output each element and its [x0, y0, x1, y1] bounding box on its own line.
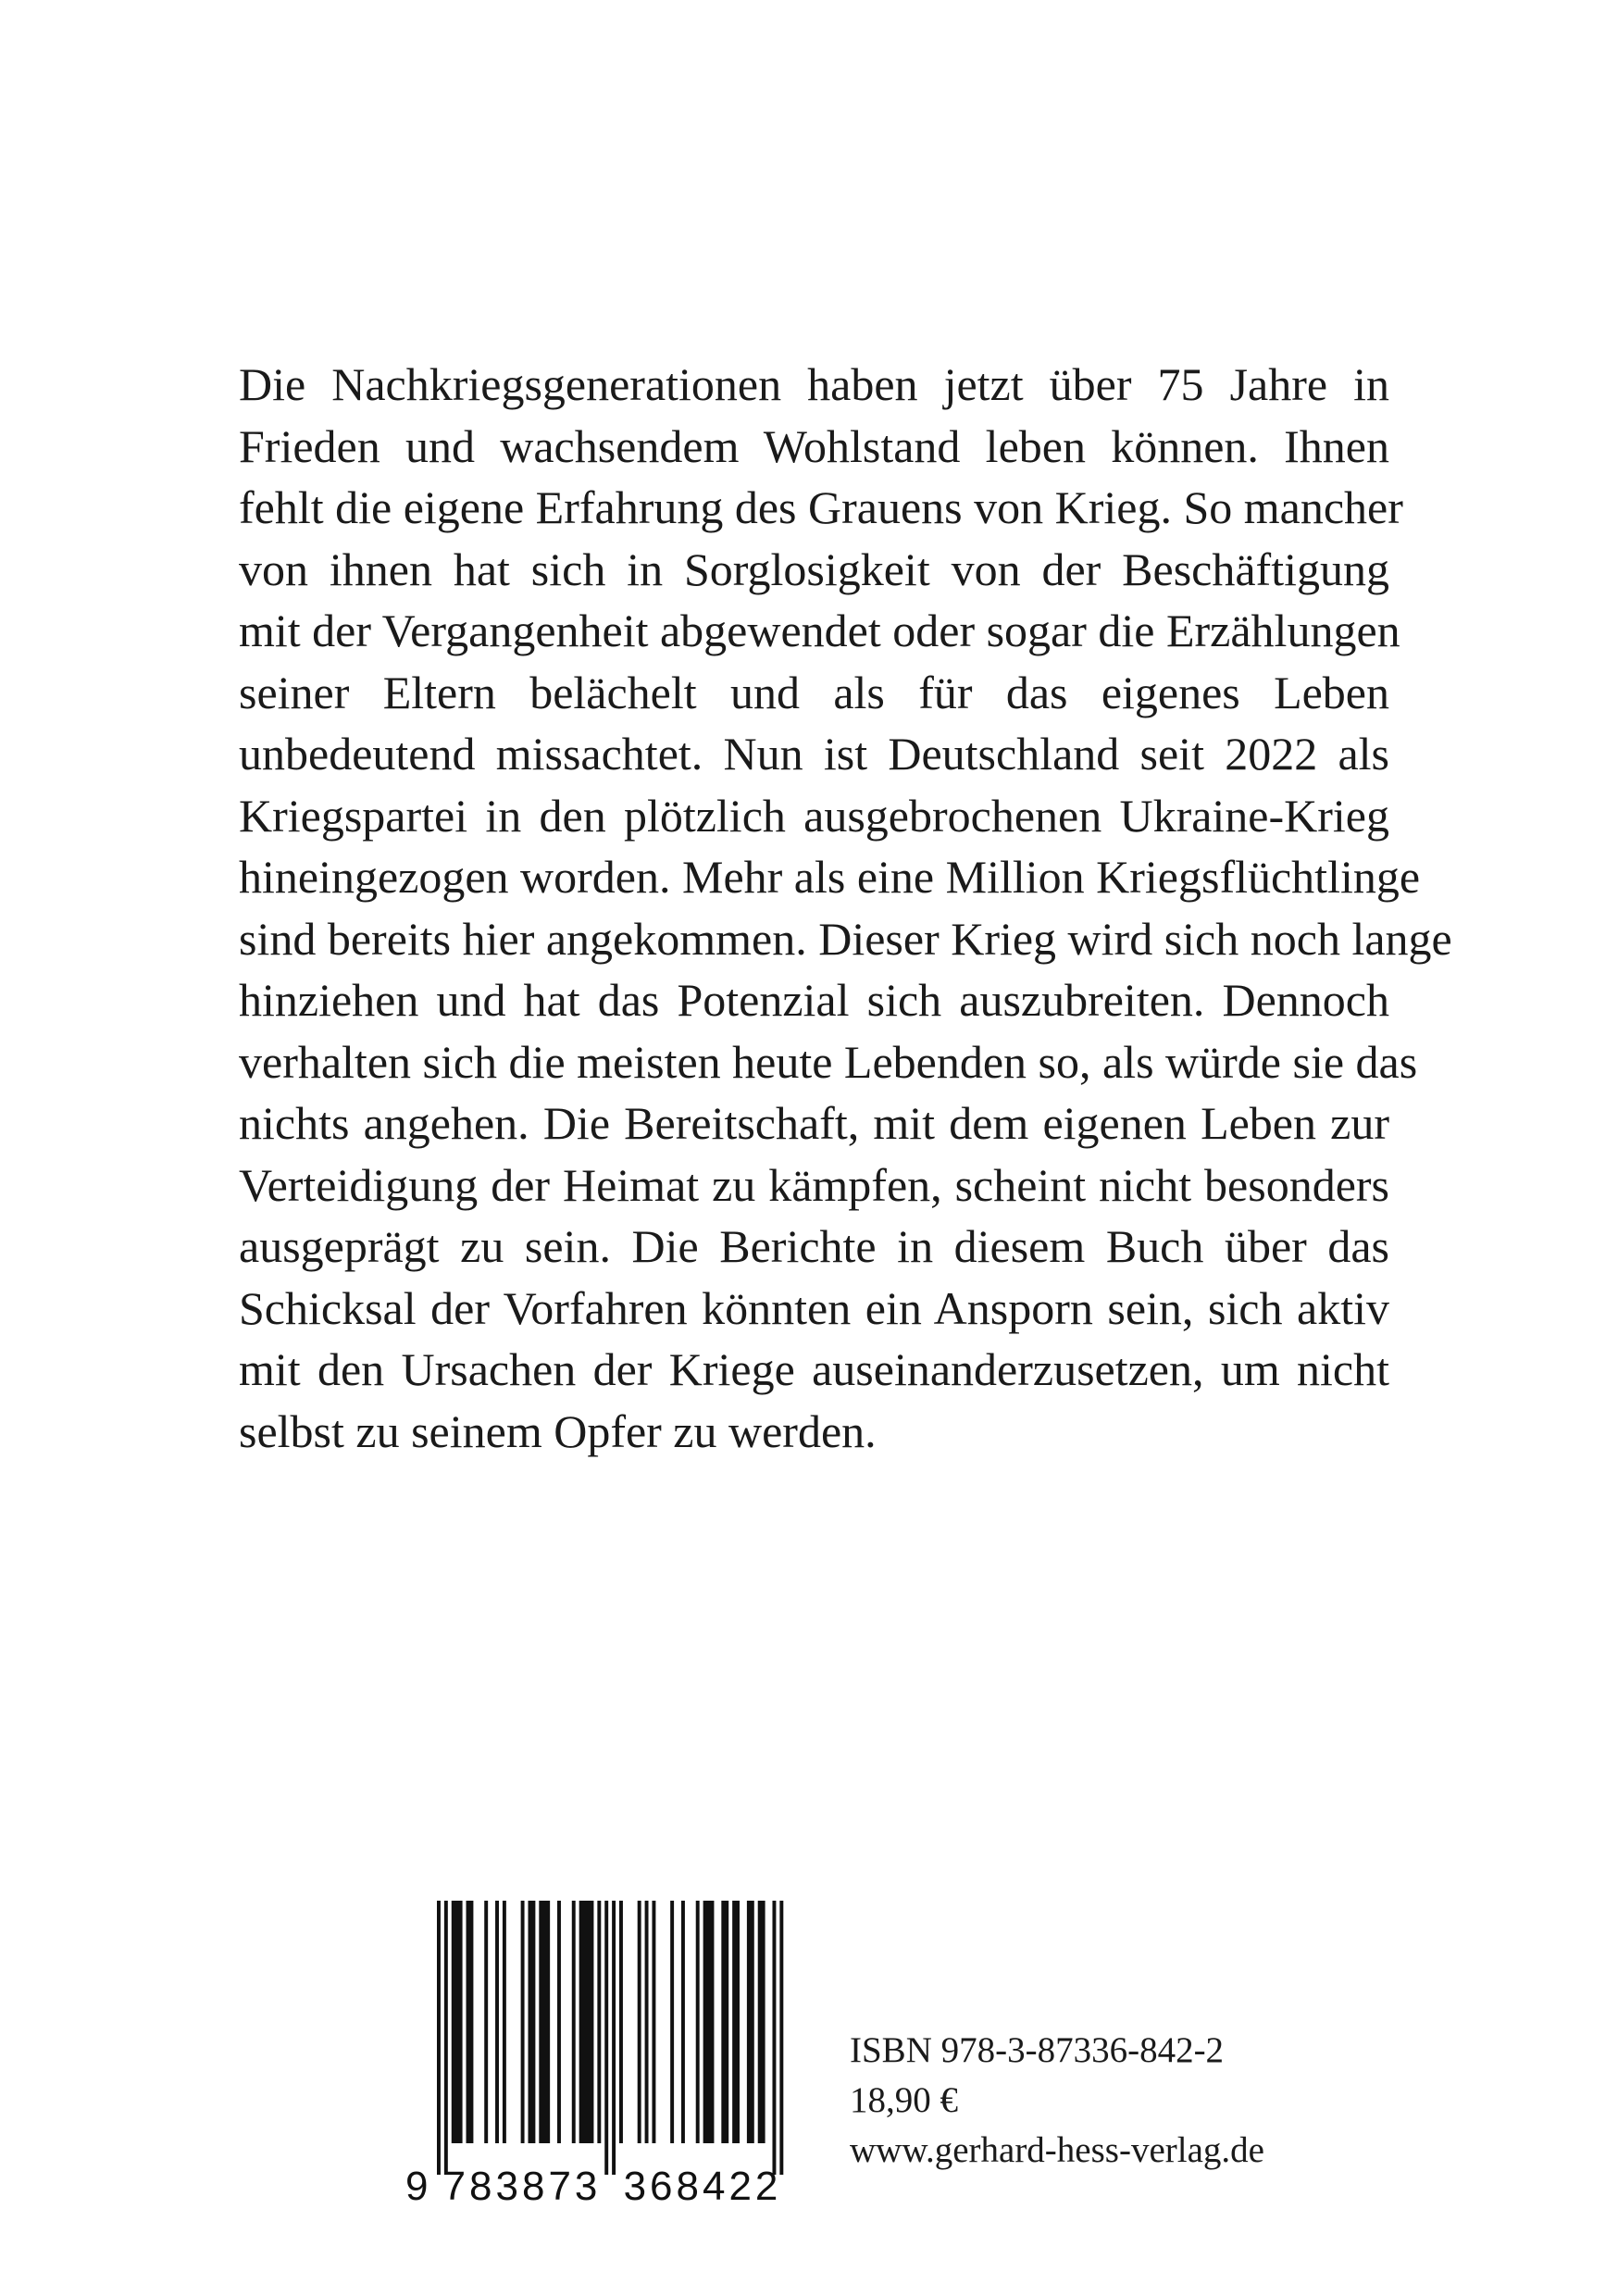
- barcode-bar: [696, 1901, 700, 2143]
- barcode-guard-bar: [604, 1901, 608, 2175]
- blurb-line: seiner Eltern belächelt und als für das eigenes Leben: [239, 666, 1389, 718]
- barcode-bar: [652, 1901, 655, 2143]
- barcode-guard-bar: [779, 1901, 783, 2175]
- barcode-bars: [437, 1901, 783, 2175]
- barcode-guard-bar: [444, 1901, 448, 2175]
- barcode-bar: [572, 1901, 576, 2143]
- blurb-line: Die Nachkriegsgenerationen haben jetzt über 75 Jahre in: [239, 358, 1389, 410]
- blurb-line: unbedeutend missachtet. Nun ist Deutschland seit 2022 als: [239, 728, 1389, 780]
- blurb-line: selbst zu seinem Opfer zu werden.: [239, 1404, 877, 1457]
- barcode-bar: [521, 1901, 525, 2143]
- barcode-bar: [732, 1901, 740, 2143]
- ean13-barcode-icon: [392, 1901, 809, 2206]
- blurb-line: hineingezogen worden. Mehr als eine Million Kriegsflüchtlinge: [239, 851, 1421, 903]
- blurb-line: Frieden und wachsendem Wohlstand leben können. Ihnen: [239, 419, 1389, 472]
- barcode-bar: [758, 1901, 765, 2143]
- barcode-bar: [619, 1901, 623, 2143]
- blurb-line: Kriegspartei in den plötzlich ausgebrochenen Ukraine-Krieg: [239, 789, 1389, 842]
- blurb-line: mit der Vergangenheit abgewendet oder sogar die Erzählungen: [239, 605, 1400, 656]
- blurb-line: ausgeprägt zu sein. Die Berichte in diesem Buch über das: [239, 1220, 1389, 1272]
- barcode-bar: [452, 1901, 463, 2143]
- blurb-line: Schicksal der Vorfahren könnten ein Ansporn sein, sich aktiv: [239, 1281, 1389, 1334]
- barcode-bar: [721, 1901, 728, 2143]
- barcode-bar: [579, 1901, 594, 2143]
- barcode-first-digit: 9: [405, 2164, 429, 2206]
- barcode-bar: [484, 1901, 488, 2143]
- publisher-website: www.gerhard-hess-verlag.de: [850, 2130, 1264, 2170]
- isbn-label: ISBN 978-3-87336-842-2: [850, 2030, 1225, 2070]
- barcode-guard-bar: [437, 1901, 441, 2175]
- blurb-line: von ihnen hat sich in Sorglosigkeit von der Beschäftigung: [239, 543, 1389, 595]
- barcode-guard-bar: [612, 1901, 616, 2175]
- book-info: [850, 2026, 1264, 2176]
- blurb-line: fehlt die eigene Erfahrung des Grauens von Krieg. So mancher: [239, 481, 1403, 533]
- barcode-right-digits: 368422: [623, 2164, 782, 2206]
- barcode-bar: [747, 1901, 754, 2143]
- barcode-bar: [529, 1901, 536, 2143]
- barcode-bar: [495, 1901, 499, 2143]
- barcode-bar: [670, 1901, 674, 2143]
- blurb-line: sind bereits hier angekommen. Dieser Krieg wird sich noch lange: [239, 912, 1452, 965]
- blurb-line: verhalten sich die meisten heute Lebenden so, als würde sie das: [239, 1035, 1418, 1088]
- barcode-bar: [557, 1901, 561, 2143]
- back-cover-blurb: [239, 354, 1452, 1462]
- barcode-left-digits: 783873: [442, 2164, 602, 2206]
- barcode-bar: [703, 1901, 715, 2143]
- barcode-bar: [539, 1901, 550, 2143]
- barcode-bar: [638, 1901, 641, 2143]
- barcode-bar: [681, 1901, 685, 2143]
- price-label: 18,90 €: [850, 2080, 958, 2120]
- blurb-line: nichts angehen. Die Bereitschaft, mit dem eigenen Leben zur: [239, 1097, 1389, 1149]
- blurb-line: Verteidigung der Heimat zu kämpfen, scheint nicht besonders: [239, 1158, 1389, 1211]
- blurb-line: hinziehen und hat das Potenzial sich auszubreiten. Dennoch: [239, 974, 1389, 1026]
- barcode-bar: [467, 1901, 474, 2143]
- barcode-guard-bar: [772, 1901, 776, 2175]
- blurb-line: mit den Ursachen der Kriege auseinanderzusetzen, um nicht: [239, 1343, 1389, 1395]
- barcode-bar: [597, 1901, 601, 2143]
- barcode-bar: [503, 1901, 506, 2143]
- barcode-bar: [645, 1901, 649, 2143]
